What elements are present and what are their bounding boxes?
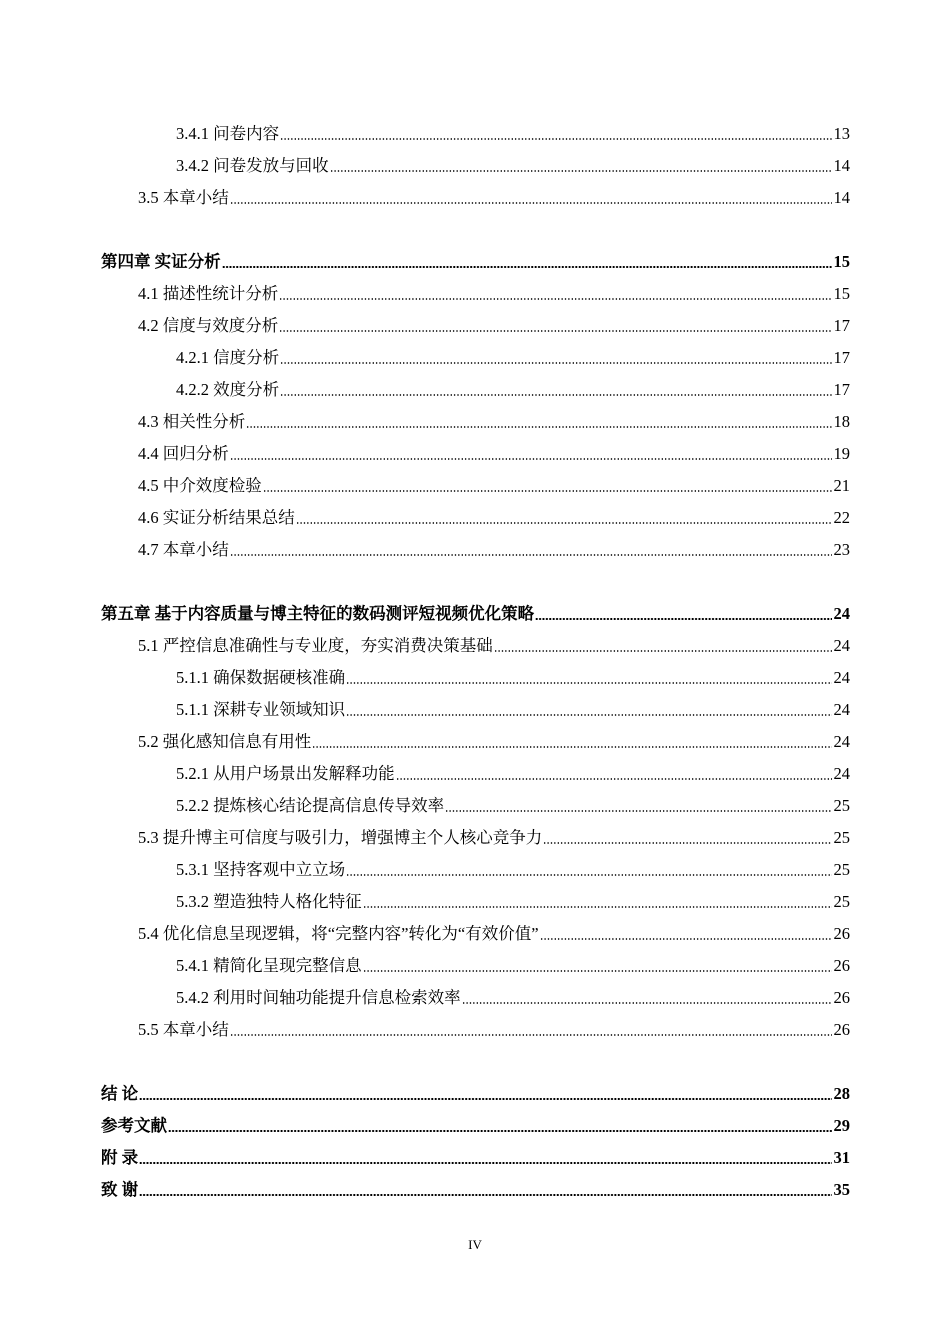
toc-entry-title: 5.5 本章小结: [138, 1020, 229, 1039]
dot-leader: [296, 522, 832, 524]
dot-leader: [363, 970, 832, 972]
toc-entry[interactable]: [138, 502, 850, 528]
toc-entry[interactable]: [138, 182, 850, 208]
toc-entry[interactable]: [176, 886, 850, 912]
toc-entry-page: 24: [833, 700, 850, 719]
toc-entry-title: 5.1.1 深耕专业领域知识: [176, 700, 346, 719]
toc-entry-title: 5.4 优化信息呈现逻辑，将“完整内容”转化为“有效价值”: [138, 924, 539, 943]
toc-entry-title: 4.6 实证分析结果总结: [138, 508, 295, 527]
dot-leader: [540, 938, 832, 940]
toc-chapter-entry[interactable]: [101, 1174, 850, 1200]
toc-entry-title: 4.1 描述性统计分析: [138, 284, 279, 303]
toc-entry[interactable]: [176, 950, 850, 976]
dot-leader: [230, 202, 832, 204]
toc-entry-title: 5.2.1 从用户场景出发解释功能: [176, 764, 395, 783]
toc-entry-page: 23: [833, 540, 850, 559]
toc-entry-title: 4.3 相关性分析: [138, 412, 246, 431]
toc-entry[interactable]: [176, 982, 850, 1008]
dot-leader: [246, 426, 831, 428]
toc-chapter-entry[interactable]: [101, 246, 850, 272]
toc-entry-title: 3.5 本章小结: [138, 188, 229, 207]
dot-leader: [222, 266, 832, 268]
dot-leader: [230, 554, 832, 556]
toc-entry[interactable]: [138, 310, 850, 336]
toc-entry-page: 35: [833, 1180, 850, 1199]
toc-entry[interactable]: [176, 662, 850, 688]
dot-leader: [280, 138, 831, 140]
toc-entry-page: 24: [833, 732, 850, 751]
toc-entry-title: 3.4.2 问卷发放与回收: [176, 156, 329, 175]
toc-entry[interactable]: [138, 918, 850, 944]
toc-entry[interactable]: [138, 438, 850, 464]
toc-entry[interactable]: [138, 822, 850, 848]
toc-entry-title: 附 录: [101, 1148, 139, 1167]
dot-leader: [445, 810, 831, 812]
dot-leader: [396, 778, 832, 780]
dot-leader: [363, 906, 832, 908]
dot-leader: [139, 1098, 831, 1100]
dot-leader: [346, 714, 831, 716]
toc-chapter-entry[interactable]: [101, 1110, 850, 1136]
dot-leader: [330, 170, 832, 172]
toc-entry-title: 5.2 强化感知信息有用性: [138, 732, 312, 751]
toc-entry-title: 致 谢: [101, 1180, 139, 1199]
toc-entry-title: 参考文献: [101, 1116, 167, 1135]
dot-leader: [462, 1002, 832, 1004]
toc-entry[interactable]: [138, 470, 850, 496]
toc-entry-page: 25: [833, 796, 850, 815]
toc-entry-page: 14: [833, 156, 850, 175]
dot-leader: [279, 298, 831, 300]
toc-entry-page: 22: [833, 508, 850, 527]
dot-leader: [346, 874, 831, 876]
toc-entry-page: 14: [833, 188, 850, 207]
dot-leader: [346, 682, 831, 684]
toc-entry-title: 结 论: [101, 1084, 139, 1103]
toc-entry[interactable]: [176, 374, 850, 400]
toc-entry[interactable]: [176, 790, 850, 816]
toc-entry-page: 28: [833, 1084, 850, 1103]
toc-entry-title: 5.4.1 精简化呈现完整信息: [176, 956, 362, 975]
dot-leader: [494, 650, 832, 652]
toc-entry-page: 17: [833, 380, 850, 399]
toc-entry-title: 4.2.2 效度分析: [176, 380, 280, 399]
toc-entry[interactable]: [138, 630, 850, 656]
toc-entry-page: 24: [833, 764, 850, 783]
toc-entry-title: 5.3 提升博主可信度与吸引力，增强博主个人核心竞争力: [138, 828, 543, 847]
toc-entry-title: 5.3.1 坚持客观中立立场: [176, 860, 346, 879]
dot-leader: [263, 490, 832, 492]
toc-entry-page: 24: [833, 668, 850, 687]
toc-chapter-entry[interactable]: [101, 598, 850, 624]
toc-entry-page: 15: [833, 252, 850, 271]
dot-leader: [168, 1130, 832, 1132]
toc-entry[interactable]: [176, 118, 850, 144]
toc-entry-title: 4.2 信度与效度分析: [138, 316, 279, 335]
toc-entry[interactable]: [138, 534, 850, 560]
dot-leader: [230, 458, 832, 460]
toc-entry[interactable]: [176, 854, 850, 880]
toc-entry-title: 第五章 基于内容质量与博主特征的数码测评短视频优化策略: [101, 604, 535, 623]
toc-entry[interactable]: [138, 726, 850, 752]
dot-leader: [280, 394, 831, 396]
toc-entry[interactable]: [176, 758, 850, 784]
toc-entry-page: 25: [833, 828, 850, 847]
toc-chapter-entry[interactable]: [101, 1142, 850, 1168]
toc-entry[interactable]: [176, 342, 850, 368]
toc-entry-page: 29: [833, 1116, 850, 1135]
dot-leader: [312, 746, 831, 748]
toc-entry-page: 25: [833, 892, 850, 911]
toc-entry-page: 24: [833, 636, 850, 655]
toc-entry-page: 18: [833, 412, 850, 431]
dot-leader: [139, 1194, 831, 1196]
toc-entry-page: 31: [833, 1148, 850, 1167]
toc-entry-page: 15: [833, 284, 850, 303]
dot-leader: [280, 362, 831, 364]
toc-entry-title: 4.2.1 信度分析: [176, 348, 280, 367]
dot-leader: [543, 842, 831, 844]
dot-leader: [230, 1034, 832, 1036]
toc-entry-title: 5.3.2 塑造独特人格化特征: [176, 892, 362, 911]
dot-leader: [139, 1162, 831, 1164]
toc-entry-page: 17: [833, 348, 850, 367]
toc-entry-title: 5.2.2 提炼核心结论提高信息传导效率: [176, 796, 445, 815]
toc-entry-title: 5.1.1 确保数据硬核准确: [176, 668, 346, 687]
page-number: IV: [468, 1237, 482, 1252]
toc-entry-page: 26: [833, 988, 850, 1007]
toc-entry-title: 4.5 中介效度检验: [138, 476, 262, 495]
toc-entry-page: 25: [833, 860, 850, 879]
dot-leader: [535, 618, 831, 620]
toc-entry-title: 4.7 本章小结: [138, 540, 229, 559]
toc-entry-title: 5.4.2 利用时间轴功能提升信息检索效率: [176, 988, 461, 1007]
toc-entry-page: 19: [833, 444, 850, 463]
toc-entry-title: 4.4 回归分析: [138, 444, 229, 463]
toc-entry[interactable]: [138, 406, 850, 432]
toc-entry-page: 26: [833, 1020, 850, 1039]
toc-entry-page: 21: [833, 476, 850, 495]
toc-entry[interactable]: [138, 1014, 850, 1040]
toc-entry-page: 26: [833, 956, 850, 975]
dot-leader: [279, 330, 831, 332]
toc-entry[interactable]: [176, 150, 850, 176]
toc-entry-page: 17: [833, 316, 850, 335]
toc-chapter-entry[interactable]: [101, 1078, 850, 1104]
toc-entry-title: 第四章 实证分析: [101, 252, 221, 271]
toc-entry-page: 24: [833, 604, 850, 623]
toc-entry-title: 3.4.1 问卷内容: [176, 124, 280, 143]
toc-entry-page: 26: [833, 924, 850, 943]
toc-entry[interactable]: [176, 694, 850, 720]
toc-entry-title: 5.1 严控信息准确性与专业度，夯实消费决策基础: [138, 636, 493, 655]
toc-entry[interactable]: [138, 278, 850, 304]
toc-entry-page: 13: [833, 124, 850, 143]
